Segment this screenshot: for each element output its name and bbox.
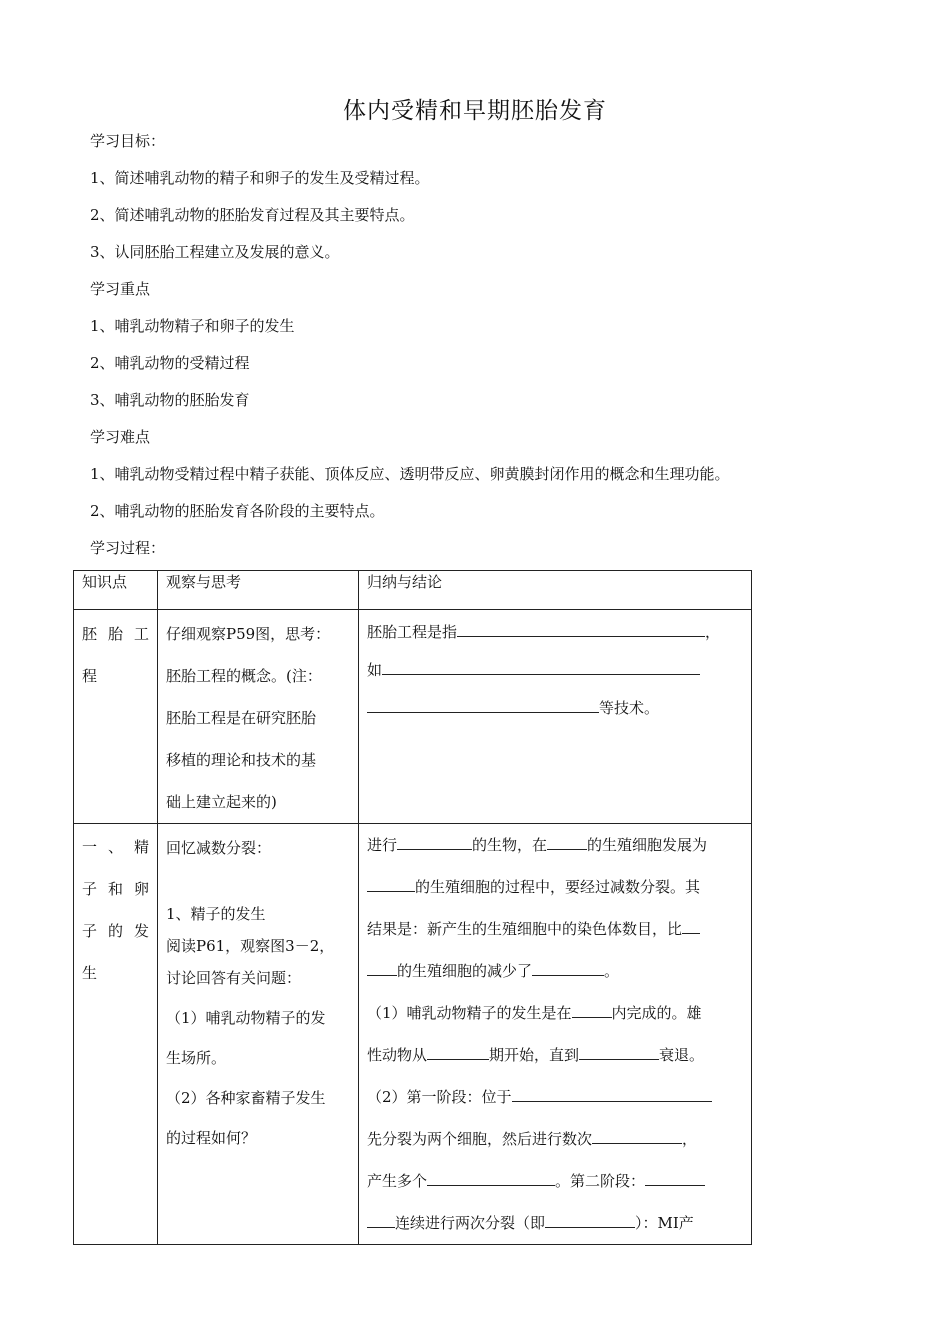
conclude-text: 性动物从 (367, 1046, 428, 1064)
topic-line: 生 (82, 964, 98, 982)
fill-blank[interactable] (427, 1170, 555, 1186)
key-point-item: 3、哺乳动物的胚胎发育 (90, 391, 250, 409)
conclude-text: 连续进行两次分裂（即 (395, 1214, 546, 1232)
conclude-text: 。第二阶段： (555, 1172, 646, 1190)
fill-blank[interactable] (532, 960, 604, 976)
difficulty-item: 1、哺乳动物受精过程中精子获能、顶体反应、透明带反应、卵黄膜封闭作用的概念和生理功能。 (90, 465, 730, 483)
key-points-heading: 学习重点 (90, 280, 151, 298)
fill-blank[interactable] (545, 1212, 635, 1228)
key-point-item: 2、哺乳动物的受精过程 (90, 354, 250, 372)
observe-line: 移植的理论和技术的基 (166, 751, 317, 769)
observe-line: 阅读P61，观察图3－2， (166, 937, 335, 955)
conclude-text: 结果是：新产生的生殖细胞中的染色体数目，比 (367, 920, 683, 938)
observe-subheading: 1、精子的发生 (166, 905, 266, 923)
objectives-heading: 学习目标： (90, 132, 166, 150)
document-title: 体内受精和早期胚胎发育 (343, 98, 607, 124)
topic-line: 胚 胎 工 (82, 625, 149, 643)
conclude-text: 如 (367, 661, 383, 679)
conclude-text: ）：MⅠ产 (635, 1214, 694, 1232)
conclude-text: 衰退。 (659, 1046, 705, 1064)
conclude-text: 的生殖细胞发展为 (587, 836, 708, 854)
conclude-cell (359, 824, 752, 1245)
objective-item: 1、简述哺乳动物的精子和卵子的发生及受精过程。 (90, 169, 430, 187)
fill-blank[interactable] (367, 960, 397, 976)
process-heading: 学习过程： (90, 539, 166, 557)
observe-line: 讨论回答有关问题： (166, 969, 302, 987)
conclude-text: 。 (604, 962, 620, 980)
topic-line: 子 的 发 (82, 922, 149, 940)
conclude-text: 期开始，直到 (489, 1046, 580, 1064)
fill-blank[interactable] (397, 834, 472, 850)
conclude-text: 胚胎工程是指 (367, 623, 458, 641)
topic-line: 程 (82, 667, 98, 685)
header-conclude: 归纳与结论 (359, 571, 752, 610)
observe-line: （1）哺乳动物精子的发 (166, 1009, 326, 1027)
topic-cell (74, 824, 158, 1245)
observe-line: 胚胎工程是在研究胚胎 (166, 709, 317, 727)
fill-blank[interactable] (572, 1002, 612, 1018)
conclude-text: 的生物，在 (472, 836, 548, 854)
fill-blank[interactable] (682, 918, 700, 934)
fill-blank[interactable] (367, 876, 415, 892)
fill-blank[interactable] (457, 621, 705, 637)
conclude-text: 的生殖细胞的过程中，要经过减数分裂。其 (415, 878, 701, 896)
difficulty-item: 2、哺乳动物的胚胎发育各阶段的主要特点。 (90, 502, 385, 520)
conclude-text: （2）第一阶段：位于 (367, 1088, 512, 1106)
observe-line: 胚胎工程的概念。(注： (166, 667, 322, 685)
observe-line: 础上建立起来的) (166, 793, 277, 811)
conclude-text: 先分裂为两个细胞，然后进行数次 (367, 1130, 593, 1148)
table-header-row (74, 571, 752, 610)
fill-blank[interactable] (367, 697, 599, 713)
observe-line: 的过程如何？ (166, 1129, 257, 1147)
topic-cell (74, 610, 158, 824)
observe-line: （2）各种家畜精子发生 (166, 1089, 326, 1107)
observe-line: 生场所。 (166, 1049, 227, 1067)
conclude-text: 进行 (367, 836, 398, 854)
fill-blank[interactable] (367, 1212, 395, 1228)
fill-blank[interactable] (427, 1044, 489, 1060)
table-row (74, 610, 752, 824)
fill-blank[interactable] (645, 1170, 705, 1186)
fill-blank[interactable] (592, 1128, 682, 1144)
conclude-text: ， (682, 1130, 698, 1148)
fill-blank[interactable] (579, 1044, 659, 1060)
conclude-text: 的生殖细胞的减少了 (397, 962, 533, 980)
learning-process-table (73, 570, 752, 1245)
table-row (74, 824, 752, 1245)
fill-blank[interactable] (512, 1086, 712, 1102)
conclude-text: 产生多个 (367, 1172, 428, 1190)
conclude-text: ， (705, 623, 721, 641)
observe-recall: 回忆减数分裂： (166, 839, 272, 857)
conclude-text: 等技术。 (599, 699, 660, 717)
header-topic: 知识点 (74, 571, 158, 610)
conclude-text: （1）哺乳动物精子的发生是在 (367, 1004, 572, 1022)
observe-cell (158, 610, 359, 824)
key-point-item: 1、哺乳动物精子和卵子的发生 (90, 317, 295, 335)
objective-item: 2、简述哺乳动物的胚胎发育过程及其主要特点。 (90, 206, 415, 224)
objective-item: 3、认同胚胎工程建立及发展的意义。 (90, 243, 340, 261)
topic-line: 子 和 卵 (82, 880, 149, 898)
conclude-text: 内完成的。雄 (611, 1004, 702, 1022)
topic-line: 一 、 精 (82, 838, 149, 856)
fill-blank[interactable] (547, 834, 587, 850)
fill-blank[interactable] (382, 659, 700, 675)
observe-line: 仔细观察P59图，思考： (166, 625, 331, 643)
difficulties-heading: 学习难点 (90, 428, 151, 446)
observe-cell (158, 824, 359, 1245)
conclude-cell (359, 610, 752, 824)
header-observe: 观察与思考 (158, 571, 359, 610)
